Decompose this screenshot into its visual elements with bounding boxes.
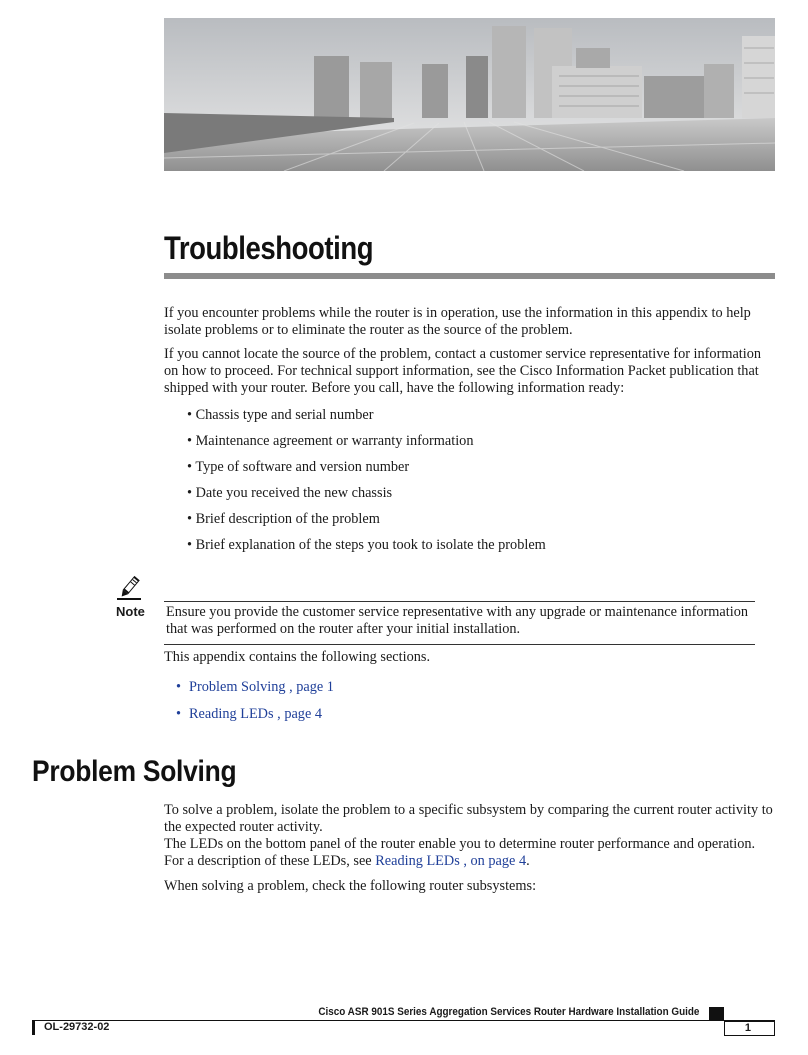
problem-paragraph-2: The LEDs on the bottom panel of the router enable you to determine router performance and operation. For a description of these LEDs, see Reading LEDs , on page 4. — [164, 836, 756, 869]
section-link-reading-leds[interactable]: • Reading LEDs , page 4 — [176, 706, 323, 722]
problem-paragraph-3: When solving a problem, check the following router subsystems: — [164, 878, 537, 894]
title-rule — [164, 273, 775, 279]
note-label: Note — [116, 604, 145, 619]
pencil-icon — [115, 573, 143, 606]
reading-leds-link[interactable]: Reading LEDs , on page 4 — [375, 853, 527, 869]
section-title: Problem Solving — [32, 755, 237, 788]
skyline-illustration — [164, 18, 775, 171]
footer-bar — [32, 1021, 35, 1035]
footer-block — [709, 1007, 724, 1021]
list-item: • Date you received the new chassis — [187, 485, 393, 501]
footer-rule — [32, 1020, 775, 1021]
section-link-problem-solving[interactable]: • Problem Solving , page 1 — [176, 679, 334, 695]
intro-paragraph-2: If you cannot locate the source of the problem, contact a customer service representative for information on how to proceed. For technical support information, see the Cisco Information Packet publication that shipped with your router. Before you call, have the following information ready: — [164, 346, 762, 396]
sections-intro: This appendix contains the following sections. — [164, 649, 431, 665]
page-number: 1 — [724, 1021, 775, 1036]
list-item: • Brief explanation of the steps you took to isolate the problem — [187, 537, 546, 553]
footer-guide-title: Cisco ASR 901S Series Aggregation Services Router Hardware Installation Guide — [317, 1006, 699, 1018]
list-item: • Type of software and version number — [187, 459, 410, 475]
note-text: Ensure you provide the customer service representative with any upgrade or maintenance information that was performed on the router after your initial installation. — [166, 604, 748, 637]
note-top-rule — [164, 601, 755, 602]
list-item: • Chassis type and serial number — [187, 407, 374, 423]
chapter-title: Troubleshooting — [164, 230, 374, 266]
header-skyline-image — [164, 18, 775, 171]
note-bottom-rule — [164, 644, 755, 645]
list-item: • Brief description of the problem — [187, 511, 380, 527]
footer-doc-number: OL-29732-02 — [44, 1021, 110, 1033]
intro-paragraph-1: If you encounter problems while the router is in operation, use the information in this appendix to help isolate problems or to eliminate the router as the source of the problem. — [164, 305, 751, 338]
list-item: • Maintenance agreement or warranty information — [187, 433, 474, 449]
problem-paragraph-1: To solve a problem, isolate the problem to a specific subsystem by comparing the current router activity to the expected router activity. — [164, 802, 773, 835]
